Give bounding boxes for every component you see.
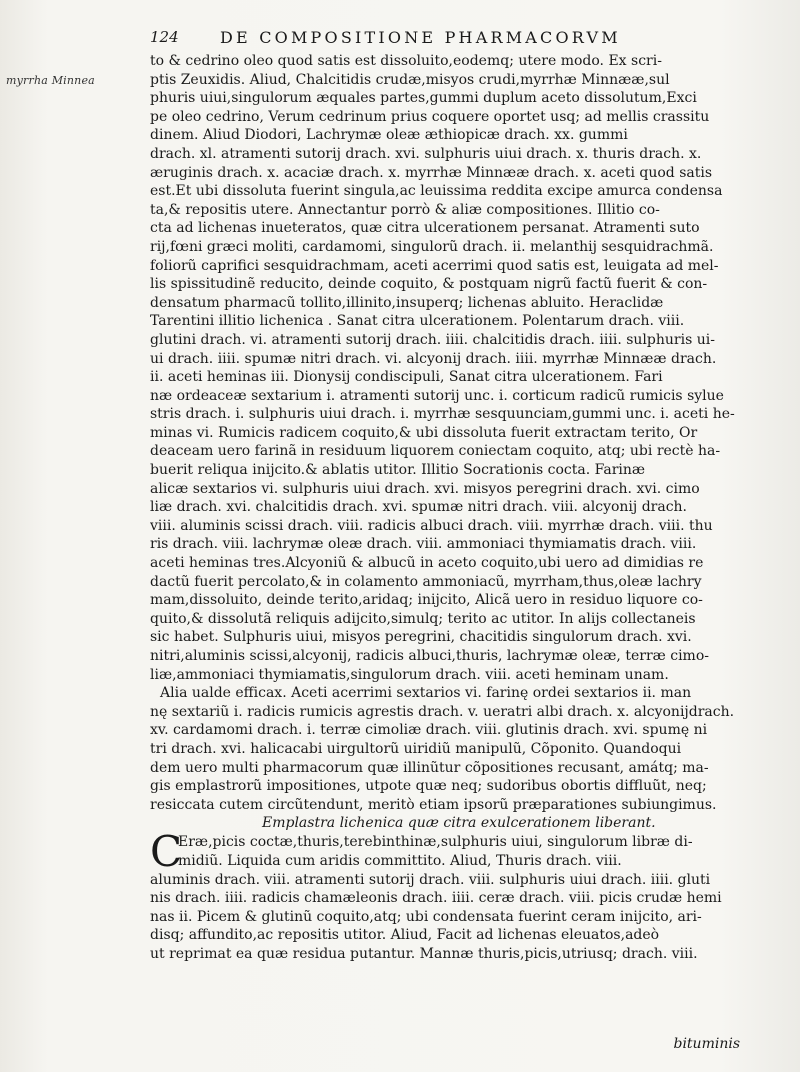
text-line: liæ,ammoniaci thymiamatis,singulorum drach. viii. aceti heminam unam. xyxy=(150,666,669,683)
text-line: nitri,aluminis scissi,alcyonij, radicis albuci,thuris, lachrymæ oleæ, terræ cimo- xyxy=(150,648,709,664)
running-title: DE COMPOSITIONE PHARMACORVM xyxy=(220,28,621,47)
page-number: 124 xyxy=(150,28,179,46)
text-line: aluminis drach. viii. atramenti sutorij drach. viii. sulphuris uiui drach. iiii. gluti xyxy=(150,871,711,888)
text-line: dactũ fuerit percolato,& in colamento ammoniacũ, myrrham,thus,oleæ lachry xyxy=(150,573,702,590)
text-line: dem uero multi pharmacorum quæ illinũtur cõpositiones recusant, amátq; ma- xyxy=(150,759,709,776)
text-line: aceti heminas tres.Alcyoniũ & albucũ in aceto coquito,ubi uero ad dimidias re xyxy=(150,555,704,572)
text-line: phuris uiui,singulorum æquales partes,gummi duplum aceto dissolutum,Exci xyxy=(150,90,697,107)
text-line: cta ad lichenas inueteratos, quæ citra ulcerationem persanat. Atramenti suto xyxy=(150,220,700,237)
text-line: nę sextariũ i. radicis rumicis agrestis drach. v. ueratri albi drach. x. alcyonijdrach. xyxy=(150,703,735,720)
text-line: alicæ sextarios vi. sulphuris uiui drach. xvi. misyos peregrini drach. xvi. cimo xyxy=(150,480,700,497)
text-line: nis drach. iiii. radicis chamæleonis drach. iiii. ceræ drach. viii. picis crudæ hemi xyxy=(150,890,722,907)
text-line: gis emplastrorũ impositiones, utpote quæ neq; sudoribus obortis diffluũt, neq; xyxy=(150,778,707,795)
text-line: xv. cardamomi drach. i. terræ cimoliæ drach. viii. glutinis drach. xvi. spumę ni xyxy=(150,722,708,739)
text-line: ris drach. viii. lachrymæ oleæ drach. viii. ammoniaci thymiamatis drach. viii. xyxy=(150,536,697,553)
paragraph-1 xyxy=(150,52,740,684)
text-line: deaceam uero farinã in residuum liquorem coniectam coquito, atq; ubi rectè ha- xyxy=(150,443,721,460)
marginal-note: myrrha Minnea xyxy=(6,74,95,87)
text-line: sic habet. Sulphuris uiui, misyos peregrini, chacitidis singulorum drach. xvi. xyxy=(150,629,692,646)
text-line: est.Et ubi dissoluta fuerint singula,ac leuissima reddita excipe amurca condensa xyxy=(150,183,723,200)
text-line: glutini drach. vi. atramenti sutorij drach. iiii. chalcitidis drach. iiii. sulphuris ui- xyxy=(150,331,715,348)
text-line: quito,& dissolutã reliquis adijcito,simulq; terito ac utitor. In alijs collectaneis xyxy=(150,610,696,627)
text-line: mam,dissoluito, deinde terito,aridaq; inijcito, Alicã uero in residuo liquore co- xyxy=(150,592,703,609)
text-line: to & cedrino oleo quod satis est dissoluito,eodemq; utere modo. Ex scri- xyxy=(150,53,662,69)
catchword: bituminis xyxy=(673,1036,740,1052)
text-line: drach. xl. atramenti sutorij drach. xvi. sulphuris uiui drach. x. thuris drach. x. xyxy=(150,145,702,162)
text-line: ui drach. iiii. spumæ nitri drach. vi. alcyonij drach. iiii. myrrhæ Minnææ drach. xyxy=(150,350,717,367)
text-line: ii. aceti heminas iii. Dionysij condiscipuli, Sanat citra ulcerationem. Fari xyxy=(150,369,663,386)
text-line: ta,& repositis utere. Annectantur porrò & aliæ compositiones. Illitio co- xyxy=(150,201,660,218)
text-line: Eræ,picis coctæ,thuris,terebinthinæ,sulphuris uiui, singulorum libræ di- xyxy=(178,834,693,851)
text-line: densatum pharmacũ tollito,illinito,insuperq; lichenas abluito. Heraclidæ xyxy=(150,294,664,311)
text-line: ut reprimat ea quæ residua putantur. Mannæ thuris,picis,utriusq; drach. viii. xyxy=(150,945,698,962)
drop-cap: C xyxy=(150,827,183,877)
main-text xyxy=(150,52,740,964)
text-line: resiccata cutem circũtendunt, meritò etiam ipsorũ præparationes subiungimus. xyxy=(150,796,717,813)
text-line: rij,fœni græci moliti, cardamomi, singulorũ drach. ii. melanthij sesquidrachmã. xyxy=(150,238,714,255)
text-line: buerit reliqua inijcito.& ablatis utitor. Illitio Socrationis cocta. Farinæ xyxy=(150,462,646,479)
text-line: viii. aluminis scissi drach. viii. radicis albuci drach. viii. myrrhæ drach. viii. thu xyxy=(150,517,713,534)
text-line: pe oleo cedrino, Verum cedrinum prius coquere oportet usq; ad mellis crassitu xyxy=(150,108,710,125)
text-line: stris drach. i. sulphuris uiui drach. i. myrrhæ sesquunciam,gummi unc. i. aceti he- xyxy=(150,406,735,423)
text-line: ptis Zeuxidis. Aliud, Chalcitidis crudæ,misyos crudi,myrrhæ Minnææ,sul xyxy=(150,71,670,88)
text-line: æruginis drach. x. acaciæ drach. x. myrrhæ Minnææ drach. x. aceti quod satis xyxy=(150,164,713,181)
text-line: tri drach. xvi. halicacabi uirgultorũ uiridiũ manipulũ, Cõponito. Quandoqui xyxy=(150,740,682,757)
text-line: Tarentini illitio lichenica . Sanat citra ulcerationem. Polentarum drach. viii. xyxy=(150,313,685,330)
text-line: dinem. Aliud Diodori, Lachrymæ oleæ æthiopicæ drach. xx. gummi xyxy=(150,127,628,144)
text-line: minas vi. Rumicis radicem coquito,& ubi dissoluta fuerit extractam terito, Or xyxy=(150,424,698,441)
paragraph-3 xyxy=(150,827,740,877)
text-line: næ ordeaceæ sextarium i. atramenti sutorij unc. i. corticum radicũ rumicis sylue xyxy=(150,387,724,404)
text-line: Alia ualde efficax. Aceti acerrimi sextarios vi. farinę ordei sextarios ii. man xyxy=(160,685,692,702)
section-heading: Emplastra lichenica quæ citra exulcerationem liberant. xyxy=(262,815,656,832)
page-header xyxy=(150,28,710,50)
paragraph-2 xyxy=(150,684,740,814)
text-line: midiũ. Liquida cum aridis committito. Aliud, Thuris drach. viii. xyxy=(178,852,622,869)
paragraph-3-continued xyxy=(150,871,740,964)
text-line: liæ drach. xvi. chalcitidis drach. xvi. spumæ nitri drach. viii. alcyonij drach. xyxy=(150,499,688,516)
text-line: lis spissitudinẽ reducito, deinde coquito, & postquam nigrũ factũ fuerit & con- xyxy=(150,276,708,293)
text-line: foliorũ caprifici sesquidrachmam, aceti acerrimi quod satis est, leuigata ad mel- xyxy=(150,257,719,274)
text-line: disq; affundito,ac repositis utitor. Aliud, Facit ad lichenas eleuatos,adeò xyxy=(150,927,660,944)
text-line: nas ii. Picem & glutinũ coquito,atq; ubi condensata fuerint ceram inijcito, ari- xyxy=(150,908,702,925)
